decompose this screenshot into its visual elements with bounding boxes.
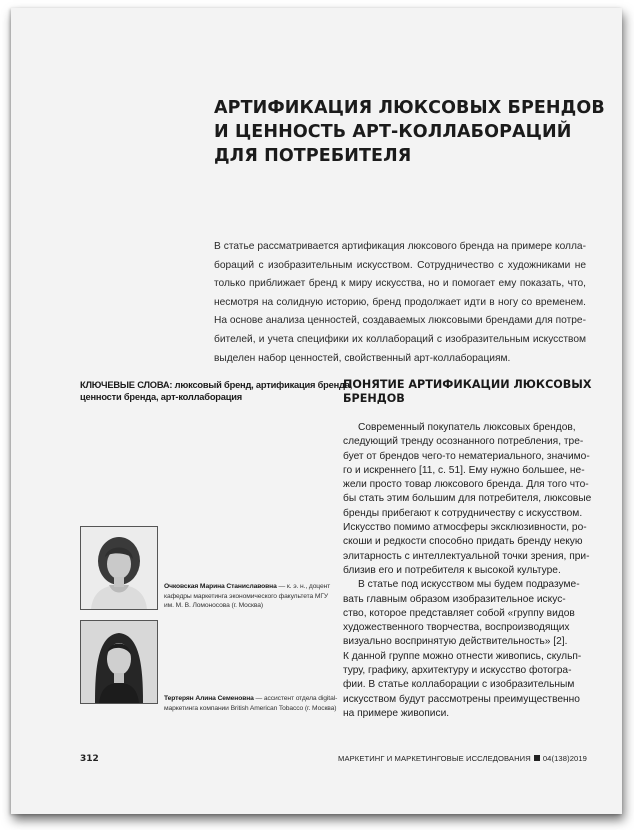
body-line: визуально воспринятую действительность» [2]. xyxy=(343,636,568,648)
author-line xyxy=(164,694,344,704)
body-line: искусством будут рассмотрены преимущественно xyxy=(343,693,580,705)
author-line: маркетинга компании British American Tobacco (г. Москва) xyxy=(164,704,337,712)
body-line: жели просто товар люксового бренда. Для того что- xyxy=(343,479,589,491)
author-info-2 xyxy=(164,694,344,713)
body-line: В статье под искусством мы будем подразуме- xyxy=(358,579,580,591)
keywords-text-1: люксовый бренд, артификация бренда, xyxy=(172,380,353,390)
author-portrait-icon xyxy=(81,527,157,609)
keywords-label: КЛЮЧЕВЫЕ СЛОВА: xyxy=(80,380,173,390)
keywords-line-2 xyxy=(80,391,330,403)
journal-name: МАРКЕТИНГ И МАРКЕТИНГОВЫЕ ИССЛЕДОВАНИЯ xyxy=(338,754,531,763)
author-name: Тертерян Алина Семеновна xyxy=(164,695,254,702)
body-line: Искусство помимо атмосферы эксклюзивности, ро- xyxy=(343,522,587,534)
body-line: фии. В статье коллаборации с изобразительным xyxy=(343,679,575,691)
body-line: художественного творчества, воспроизводящих xyxy=(343,622,570,634)
body-line: ство, которое представляет собой «группу видов xyxy=(343,607,575,619)
body-line: Современный покупатель люксовых брендов, xyxy=(358,422,576,433)
title-line: ДЛЯ ПОТРЕБИТЕЛЯ xyxy=(214,146,412,166)
abstract-line: несмотря на солидную историю, бренд продолжает идти в ногу со временем. xyxy=(214,296,586,308)
title-line: И ЦЕННОСТЬ АРТ-КОЛЛАБОРАЦИЙ xyxy=(214,122,572,142)
body-text xyxy=(343,421,593,721)
body-line: бренды прибегают к сотрудничеству с искусством. xyxy=(343,507,583,519)
body-line: скоши и редкости способно придать бренду некую xyxy=(343,536,583,548)
title-line: АРТИФИКАЦИЯ ЛЮКСОВЫХ БРЕНДОВ xyxy=(214,98,605,118)
article-title xyxy=(214,96,605,168)
page-number: 312 xyxy=(80,754,99,764)
section-heading xyxy=(343,378,603,406)
author-portrait-icon xyxy=(81,621,157,703)
abstract-line: На основе анализа ценностей, создаваемых люксовыми брендами для потре- xyxy=(214,315,586,327)
square-icon xyxy=(534,755,540,761)
abstract-line: В статье рассматривается артификация люксового бренда на примере колла- xyxy=(214,241,586,252)
article-abstract xyxy=(214,238,586,368)
author-role: — ассистент отдела digital- xyxy=(253,695,338,702)
author-line xyxy=(164,582,344,592)
author-info-1 xyxy=(164,582,344,611)
journal-page xyxy=(11,8,622,814)
body-line: К данной группе можно отнести живопись, скульп- xyxy=(343,650,582,662)
author-name: Очковская Марина Станиславовна xyxy=(164,583,277,590)
author-role: — к. э. н., доцент xyxy=(276,583,331,590)
body-line: близив его и потребителя к высокой культуре. xyxy=(343,564,561,576)
body-line: вать главным образом изобразительное искус- xyxy=(343,593,566,605)
journal-issue: 04(138)2019 xyxy=(542,754,587,763)
abstract-line: выделен набор ценностей, свойственный арт-коллаборациям. xyxy=(214,352,511,364)
body-line: го и искреннего [11, с. 51]. Ему нужно большее, не- xyxy=(343,464,585,476)
abstract-line: только приближает бренд к миру искусства, но и помогает ему показать, что, xyxy=(214,278,586,290)
section-heading-line: ПОНЯТИЕ АРТИФИКАЦИИ ЛЮКСОВЫХ xyxy=(343,378,592,391)
body-line: на примере живописи. xyxy=(343,707,450,719)
author-line: кафедры маркетинга экономического факультета МГУ xyxy=(164,592,329,600)
keywords-block xyxy=(80,379,353,403)
body-line: бует от брендов чего-то нематериального, значимо- xyxy=(343,450,590,462)
keywords-text-2: ценности бренда, арт-коллаборация xyxy=(80,392,243,402)
author-line: им. М. В. Ломоносова (г. Москва) xyxy=(164,602,263,609)
body-line: следующий тренду осознанного потребления, тре- xyxy=(343,436,584,448)
author-photo-1 xyxy=(80,526,158,610)
abstract-line: бораций с изобразительным искусством. Сотрудничество с художниками не xyxy=(214,259,586,271)
journal-footer xyxy=(338,754,587,763)
abstract-line: бителей, и учета специфики их коллабораций с изобразительным искусством xyxy=(214,333,586,345)
body-line: туру, графику, архитектуру и искусство фотогра- xyxy=(343,665,572,677)
body-line: бы стать этим большим для потребителя, люксовые xyxy=(343,493,592,505)
author-photo-2 xyxy=(80,620,158,704)
keywords-line-1 xyxy=(80,379,353,391)
section-heading-line: БРЕНДОВ xyxy=(343,392,405,405)
body-line: элитарность с интеллектуальной точки зрения, при- xyxy=(343,550,590,562)
